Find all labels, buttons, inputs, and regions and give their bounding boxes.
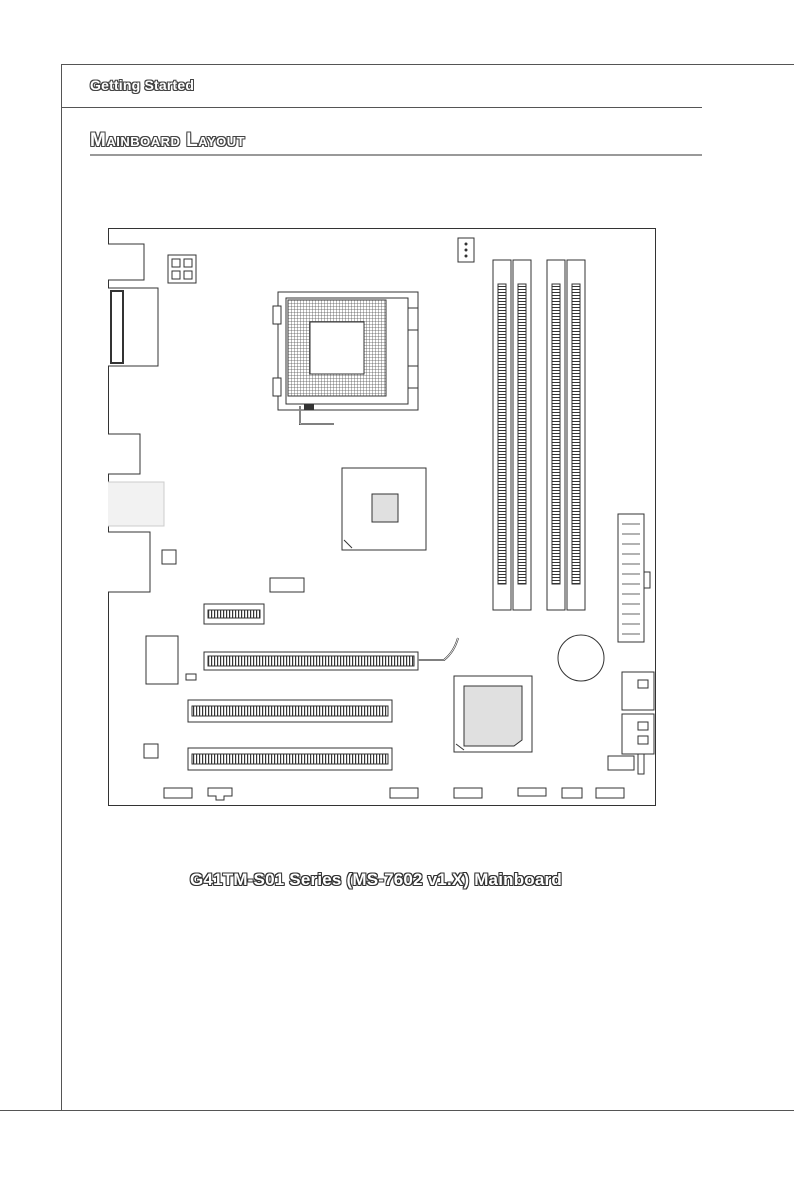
running-header: Getting Started (90, 77, 195, 93)
audio-chip (146, 636, 178, 684)
bottom-rule (0, 1110, 794, 1111)
cpu-socket (273, 292, 418, 424)
southbridge-chip (454, 676, 532, 752)
ps2-port (108, 244, 144, 280)
section-title-underline (90, 154, 702, 156)
top-rule (61, 64, 794, 65)
cmos-battery (558, 635, 604, 681)
header-underline (61, 107, 702, 108)
mainboard-diagram (108, 228, 656, 806)
figure-caption: G41TM-S01 Series (MS-7602 v1.X) Mainboard (190, 870, 562, 889)
section-title: Mainboard Layout (90, 130, 246, 151)
audio-jacks (108, 532, 150, 592)
usb-ports (108, 482, 164, 526)
floppy-header (144, 744, 158, 758)
left-margin-rule (61, 64, 62, 1111)
ide-connector (622, 672, 654, 710)
northbridge-chip (342, 468, 426, 550)
lan-usb-port (108, 434, 140, 474)
